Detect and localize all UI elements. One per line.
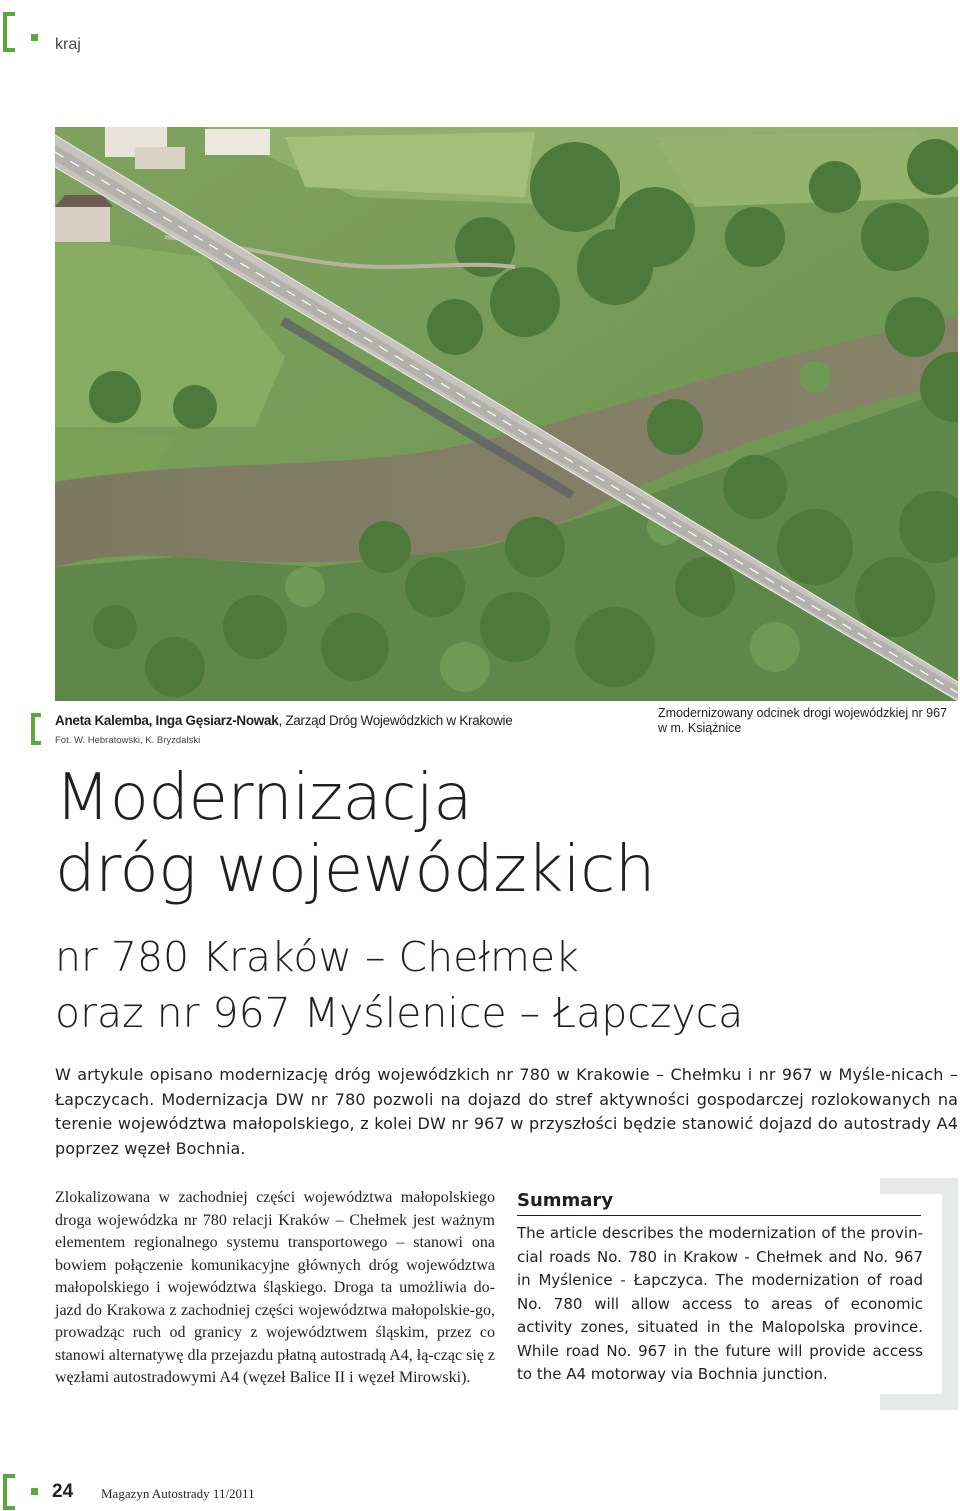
title-line: dróg wojewódzkich <box>55 833 655 907</box>
byline-bracket-icon <box>31 713 41 745</box>
section-dot-icon <box>31 34 38 41</box>
subtitle-line: oraz nr 967 Myślenice – Łapczyca <box>55 989 744 1037</box>
summary-heading: Summary <box>517 1190 614 1211</box>
caption-line: Zmodernizowany odcinek drogi wojewódzkiej nr 967 <box>658 706 948 720</box>
section-label: kraj <box>55 36 81 53</box>
body-paragraph: Zlokalizowana w zachodniej części województwa małopolskiego droga wojewódzka nr 780 relacji Kraków – Chełmek jest ważnym elementem regionalnego systemu transportowego – stanowi ona bowiem połączenie komunikacyjne głównych dróg województwa małopolskiego i województwa śląskiego. Droga ta umożliwia do-jazd do Krakowa z zachodniej części województwa małopolskie-go, prowadząc ruch od granicy z województwem śląskim, przez co stanowi alternatywę dla przejazdu płatną autostradą A4, łą-cząc się z węzłami autostradowymi A4 (węzeł Balice II i węzeł Mirowski). <box>55 1189 495 1386</box>
title-line: Modernizacja <box>55 761 472 835</box>
photo-caption <box>658 706 958 736</box>
caption-line: w m. Książnice <box>658 721 742 735</box>
lead-paragraph: W artykule opisano modernizację dróg wojewódzkich nr 780 w Krakowie – Chełmku i nr 967 w Myśle-nicach – Łapczycach. Modernizacja DW nr 780 pozwoli na dojazd do stref aktywności gospodarczej rozlokowanych na terenie województwa małopolskiego, z kolei DW nr 967 w przyszłości będzie stanowić dojazd do autostrady A4 poprzez węzeł Bochnia. <box>55 1065 958 1158</box>
summary-text: The article describes the modernization of the provin-cial roads No. 780 in Krakow - Chełmek and No. 967 in Myślenice - Łapczyca. The modernization of road No. 780 will allow access to areas of economic activity zones, situated in the Malopolska province. While road No. 967 in the future will provide access to the A4 motorway via Bochnia junction. <box>517 1224 923 1383</box>
page-title <box>55 762 655 906</box>
page-number: 24 <box>52 1481 74 1502</box>
author-names: Aneta Kalemba, Inga Gęsiarz-Nowak <box>55 713 279 728</box>
page-subtitle <box>55 929 743 1041</box>
footer-dot-icon <box>31 1488 38 1495</box>
summary-divider <box>517 1215 921 1216</box>
aerial-bridge-photo <box>55 127 958 701</box>
section-bracket-icon <box>3 12 15 52</box>
journal-name: Magazyn Autostrady 11/2011 <box>101 1486 255 1501</box>
footer-bracket-icon <box>3 1474 15 1510</box>
author-affiliation: , Zarząd Dróg Wojewódzkich w Krakowie <box>278 713 513 728</box>
photo-credit: Fot. W. Hebratowski, K. Bryzdalski <box>55 735 201 746</box>
byline <box>55 713 512 728</box>
subtitle-line: nr 780 Kraków – Chełmek <box>55 933 579 981</box>
